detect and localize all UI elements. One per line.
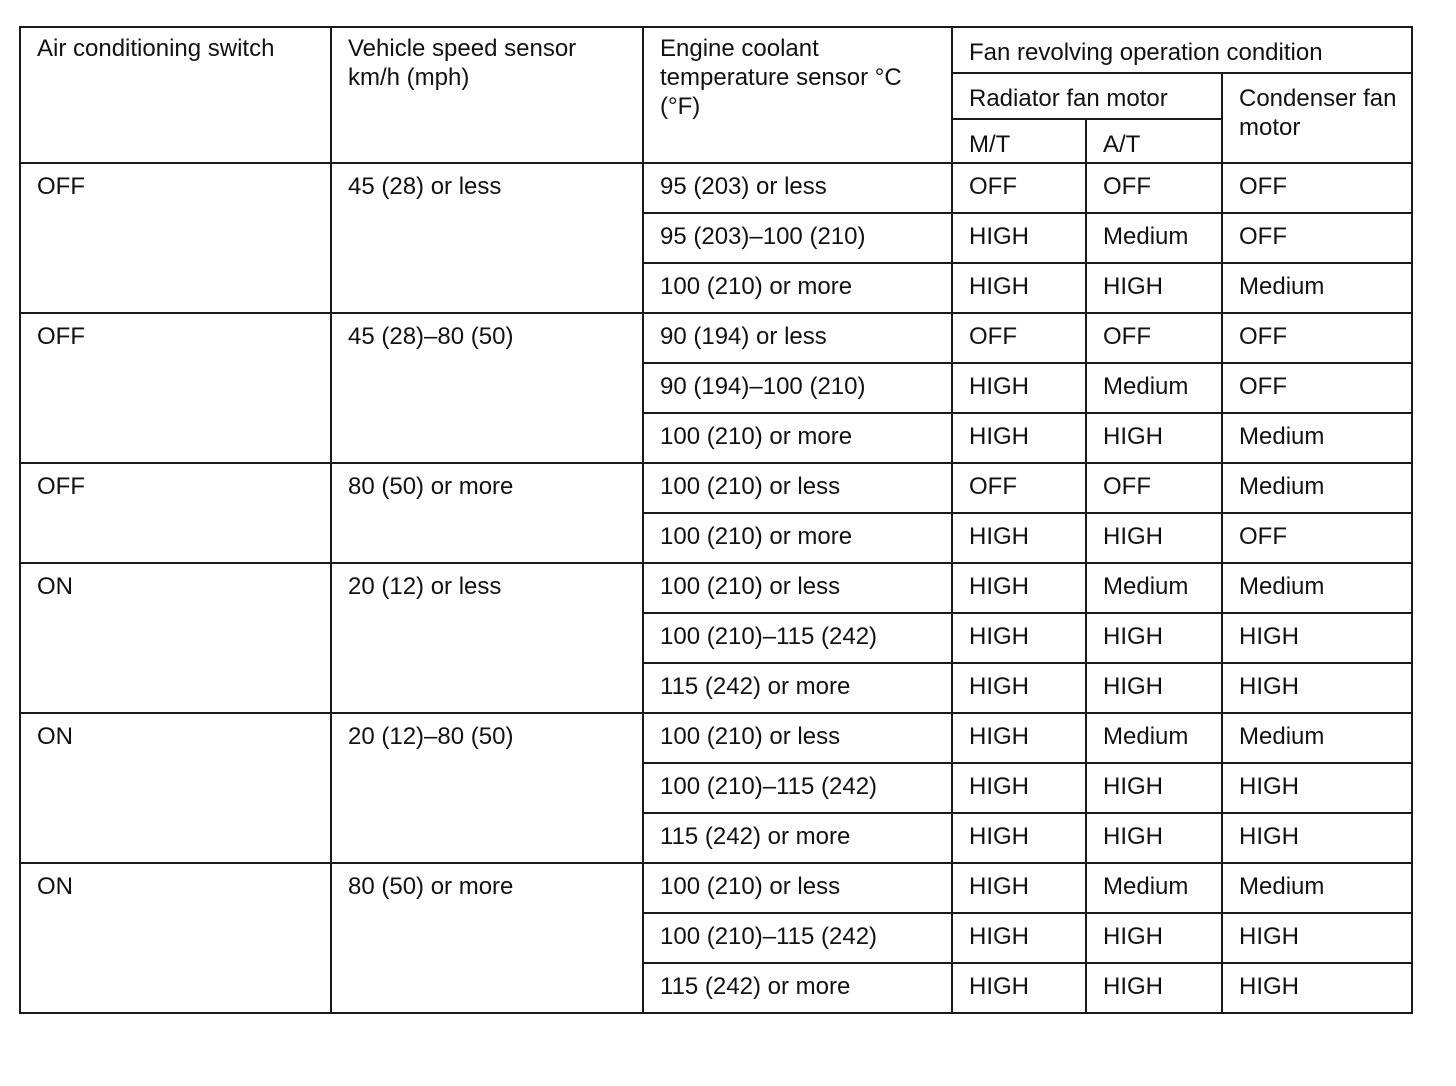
- condenser-fan-cell: Medium: [1222, 863, 1412, 913]
- table-row: [20, 313, 1412, 363]
- coolant-temp-cell: 100 (210) or less: [643, 863, 952, 913]
- radiator-mt-cell: HIGH: [952, 663, 1086, 713]
- ac-switch-cell: ON: [20, 563, 331, 713]
- radiator-mt-cell: OFF: [952, 163, 1086, 213]
- coolant-temp-cell: 100 (210)–115 (242): [643, 613, 952, 663]
- coolant-temp-cell: 100 (210) or more: [643, 513, 952, 563]
- coolant-temp-cell: 100 (210) or less: [643, 563, 952, 613]
- coolant-temp-cell: 90 (194)–100 (210): [643, 363, 952, 413]
- radiator-mt-cell: HIGH: [952, 213, 1086, 263]
- fan-operation-table-container: [19, 26, 1413, 1014]
- vehicle-speed-cell: 80 (50) or more: [331, 863, 643, 1013]
- condenser-fan-cell: OFF: [1222, 513, 1412, 563]
- radiator-at-cell: OFF: [1086, 163, 1222, 213]
- header-coolant-temp: Engine coolant temperature sensor °C (°F): [643, 27, 952, 163]
- vehicle-speed-cell: 45 (28)–80 (50): [331, 313, 643, 463]
- radiator-at-cell: HIGH: [1086, 613, 1222, 663]
- condenser-fan-cell: OFF: [1222, 313, 1412, 363]
- radiator-mt-cell: HIGH: [952, 863, 1086, 913]
- condenser-fan-cell: Medium: [1222, 713, 1412, 763]
- coolant-temp-cell: 115 (242) or more: [643, 663, 952, 713]
- condenser-fan-cell: Medium: [1222, 263, 1412, 313]
- coolant-temp-cell: 100 (210) or less: [643, 463, 952, 513]
- condenser-fan-cell: HIGH: [1222, 813, 1412, 863]
- radiator-mt-cell: HIGH: [952, 713, 1086, 763]
- radiator-at-cell: HIGH: [1086, 413, 1222, 463]
- fan-operation-table: [19, 26, 1413, 1014]
- vehicle-speed-cell: 80 (50) or more: [331, 463, 643, 563]
- radiator-mt-cell: HIGH: [952, 613, 1086, 663]
- header-at: A/T: [1086, 119, 1222, 163]
- radiator-at-cell: HIGH: [1086, 813, 1222, 863]
- coolant-temp-cell: 100 (210) or more: [643, 413, 952, 463]
- coolant-temp-cell: 100 (210) or more: [643, 263, 952, 313]
- radiator-mt-cell: HIGH: [952, 513, 1086, 563]
- radiator-mt-cell: HIGH: [952, 363, 1086, 413]
- radiator-mt-cell: HIGH: [952, 813, 1086, 863]
- radiator-at-cell: HIGH: [1086, 663, 1222, 713]
- radiator-at-cell: HIGH: [1086, 963, 1222, 1013]
- vehicle-speed-cell: 20 (12)–80 (50): [331, 713, 643, 863]
- condenser-fan-cell: OFF: [1222, 163, 1412, 213]
- radiator-mt-cell: HIGH: [952, 913, 1086, 963]
- condenser-fan-cell: OFF: [1222, 213, 1412, 263]
- condenser-fan-cell: OFF: [1222, 363, 1412, 413]
- coolant-temp-cell: 95 (203) or less: [643, 163, 952, 213]
- header-radiator-fan: Radiator fan motor: [952, 73, 1222, 119]
- radiator-mt-cell: OFF: [952, 313, 1086, 363]
- ac-switch-cell: ON: [20, 863, 331, 1013]
- ac-switch-cell: ON: [20, 713, 331, 863]
- radiator-at-cell: Medium: [1086, 363, 1222, 413]
- coolant-temp-cell: 115 (242) or more: [643, 813, 952, 863]
- table-row: [20, 713, 1412, 763]
- table-row: [20, 163, 1412, 213]
- header-ac-switch: Air conditioning switch: [20, 27, 331, 163]
- header-row-1: [20, 27, 1412, 73]
- radiator-at-cell: Medium: [1086, 563, 1222, 613]
- condenser-fan-cell: HIGH: [1222, 613, 1412, 663]
- condenser-fan-cell: Medium: [1222, 563, 1412, 613]
- coolant-temp-cell: 100 (210) or less: [643, 713, 952, 763]
- radiator-at-cell: HIGH: [1086, 763, 1222, 813]
- condenser-fan-cell: HIGH: [1222, 913, 1412, 963]
- radiator-at-cell: Medium: [1086, 713, 1222, 763]
- table-body: [20, 27, 1412, 1013]
- ac-switch-cell: OFF: [20, 463, 331, 563]
- radiator-at-cell: Medium: [1086, 213, 1222, 263]
- condenser-fan-cell: HIGH: [1222, 663, 1412, 713]
- radiator-mt-cell: HIGH: [952, 263, 1086, 313]
- condenser-fan-cell: HIGH: [1222, 763, 1412, 813]
- radiator-mt-cell: HIGH: [952, 563, 1086, 613]
- coolant-temp-cell: 115 (242) or more: [643, 963, 952, 1013]
- table-row: [20, 463, 1412, 513]
- coolant-temp-cell: 90 (194) or less: [643, 313, 952, 363]
- radiator-mt-cell: HIGH: [952, 413, 1086, 463]
- header-condenser-fan: Condenser fan motor: [1222, 73, 1412, 163]
- radiator-at-cell: HIGH: [1086, 913, 1222, 963]
- table-row: [20, 563, 1412, 613]
- ac-switch-cell: OFF: [20, 163, 331, 313]
- radiator-mt-cell: HIGH: [952, 763, 1086, 813]
- coolant-temp-cell: 95 (203)–100 (210): [643, 213, 952, 263]
- condenser-fan-cell: Medium: [1222, 463, 1412, 513]
- ac-switch-cell: OFF: [20, 313, 331, 463]
- coolant-temp-cell: 100 (210)–115 (242): [643, 913, 952, 963]
- radiator-at-cell: OFF: [1086, 313, 1222, 363]
- table-row: [20, 863, 1412, 913]
- radiator-at-cell: HIGH: [1086, 263, 1222, 313]
- condenser-fan-cell: HIGH: [1222, 963, 1412, 1013]
- radiator-mt-cell: HIGH: [952, 963, 1086, 1013]
- radiator-mt-cell: OFF: [952, 463, 1086, 513]
- header-vehicle-speed: Vehicle speed sensor km/h (mph): [331, 27, 643, 163]
- vehicle-speed-cell: 45 (28) or less: [331, 163, 643, 313]
- vehicle-speed-cell: 20 (12) or less: [331, 563, 643, 713]
- radiator-at-cell: OFF: [1086, 463, 1222, 513]
- coolant-temp-cell: 100 (210)–115 (242): [643, 763, 952, 813]
- header-mt: M/T: [952, 119, 1086, 163]
- condenser-fan-cell: Medium: [1222, 413, 1412, 463]
- radiator-at-cell: Medium: [1086, 863, 1222, 913]
- radiator-at-cell: HIGH: [1086, 513, 1222, 563]
- header-fan-condition: Fan revolving operation condition: [952, 27, 1412, 73]
